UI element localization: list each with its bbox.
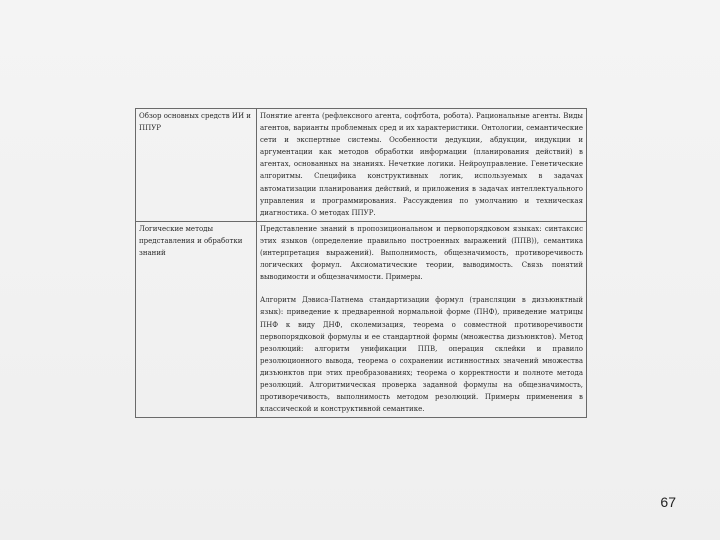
content-cell <box>257 221 587 417</box>
page-number: 67 <box>660 494 676 510</box>
table-row <box>136 109 587 222</box>
topic-cell: Логические методы представления и обработки знаний <box>136 221 257 417</box>
content-cell <box>257 109 587 222</box>
topic-cell: Обзор основных средств ИИ и ППУР <box>136 109 257 222</box>
content-paragraph: Понятие агента (рефлексного агента, софтбота, робота). Рациональные агенты. Виды агентов, варианты проблемных сред и их характеристики. Онтологии, семантические сети и экспертные системы. Особенности дедукции, абдукции, индукции и аргументации как методов обработки информации (планирования действий) в агентах, основанных на знаниях. Нечеткие логики. Нейроуправление. Генетические алгоритмы. Специфика конструктивных логик, используемых в задачах автоматизации планирования действий, и приложения в задачах интеллектуального управления и программирования. Рассуждения по умолчанию и техническая диагностика. О методах ППУР. <box>260 112 583 217</box>
table-row <box>136 221 587 417</box>
content-paragraph: Представление знаний в пропозициональном и первопорядковом языках: синтаксис этих языков (определение правильно построенных выражений (ППВ)), семантика (интерпретация выражений). Выполнимость, общезначимость, противоречивость логических формул. Аксиоматические теории, выводимость. Связь понятий выводимости и общезначимости. Примеры. <box>260 224 583 282</box>
curriculum-table <box>135 108 587 418</box>
content-paragraph: Алгоритм Дэвиса-Патнема стандартизации формул (трансляции в дизъюнктный язык): приведение к предваренной нормальной форме (ПНФ), приведение матрицы ПНФ к виду ДНФ, сколемизация, теорема о совместной противоречивости первопорядковой формулы и ее стандартной формы (множества дизъюнктов). Метод резолюций: алгоритм унификации ППВ, операция склейки и правило резолюционного вывода, теорема о сохранении истинностных значений множества дизъюнктов при этих преобразованиях; теорема о корректности и полноте метода резолюций. Алгоритмическая проверка заданной формулы на общезначимость, противоречивость, выполнимость методом резолюций. Примеры применения в классической и конструктивной семантике. <box>260 296 583 414</box>
